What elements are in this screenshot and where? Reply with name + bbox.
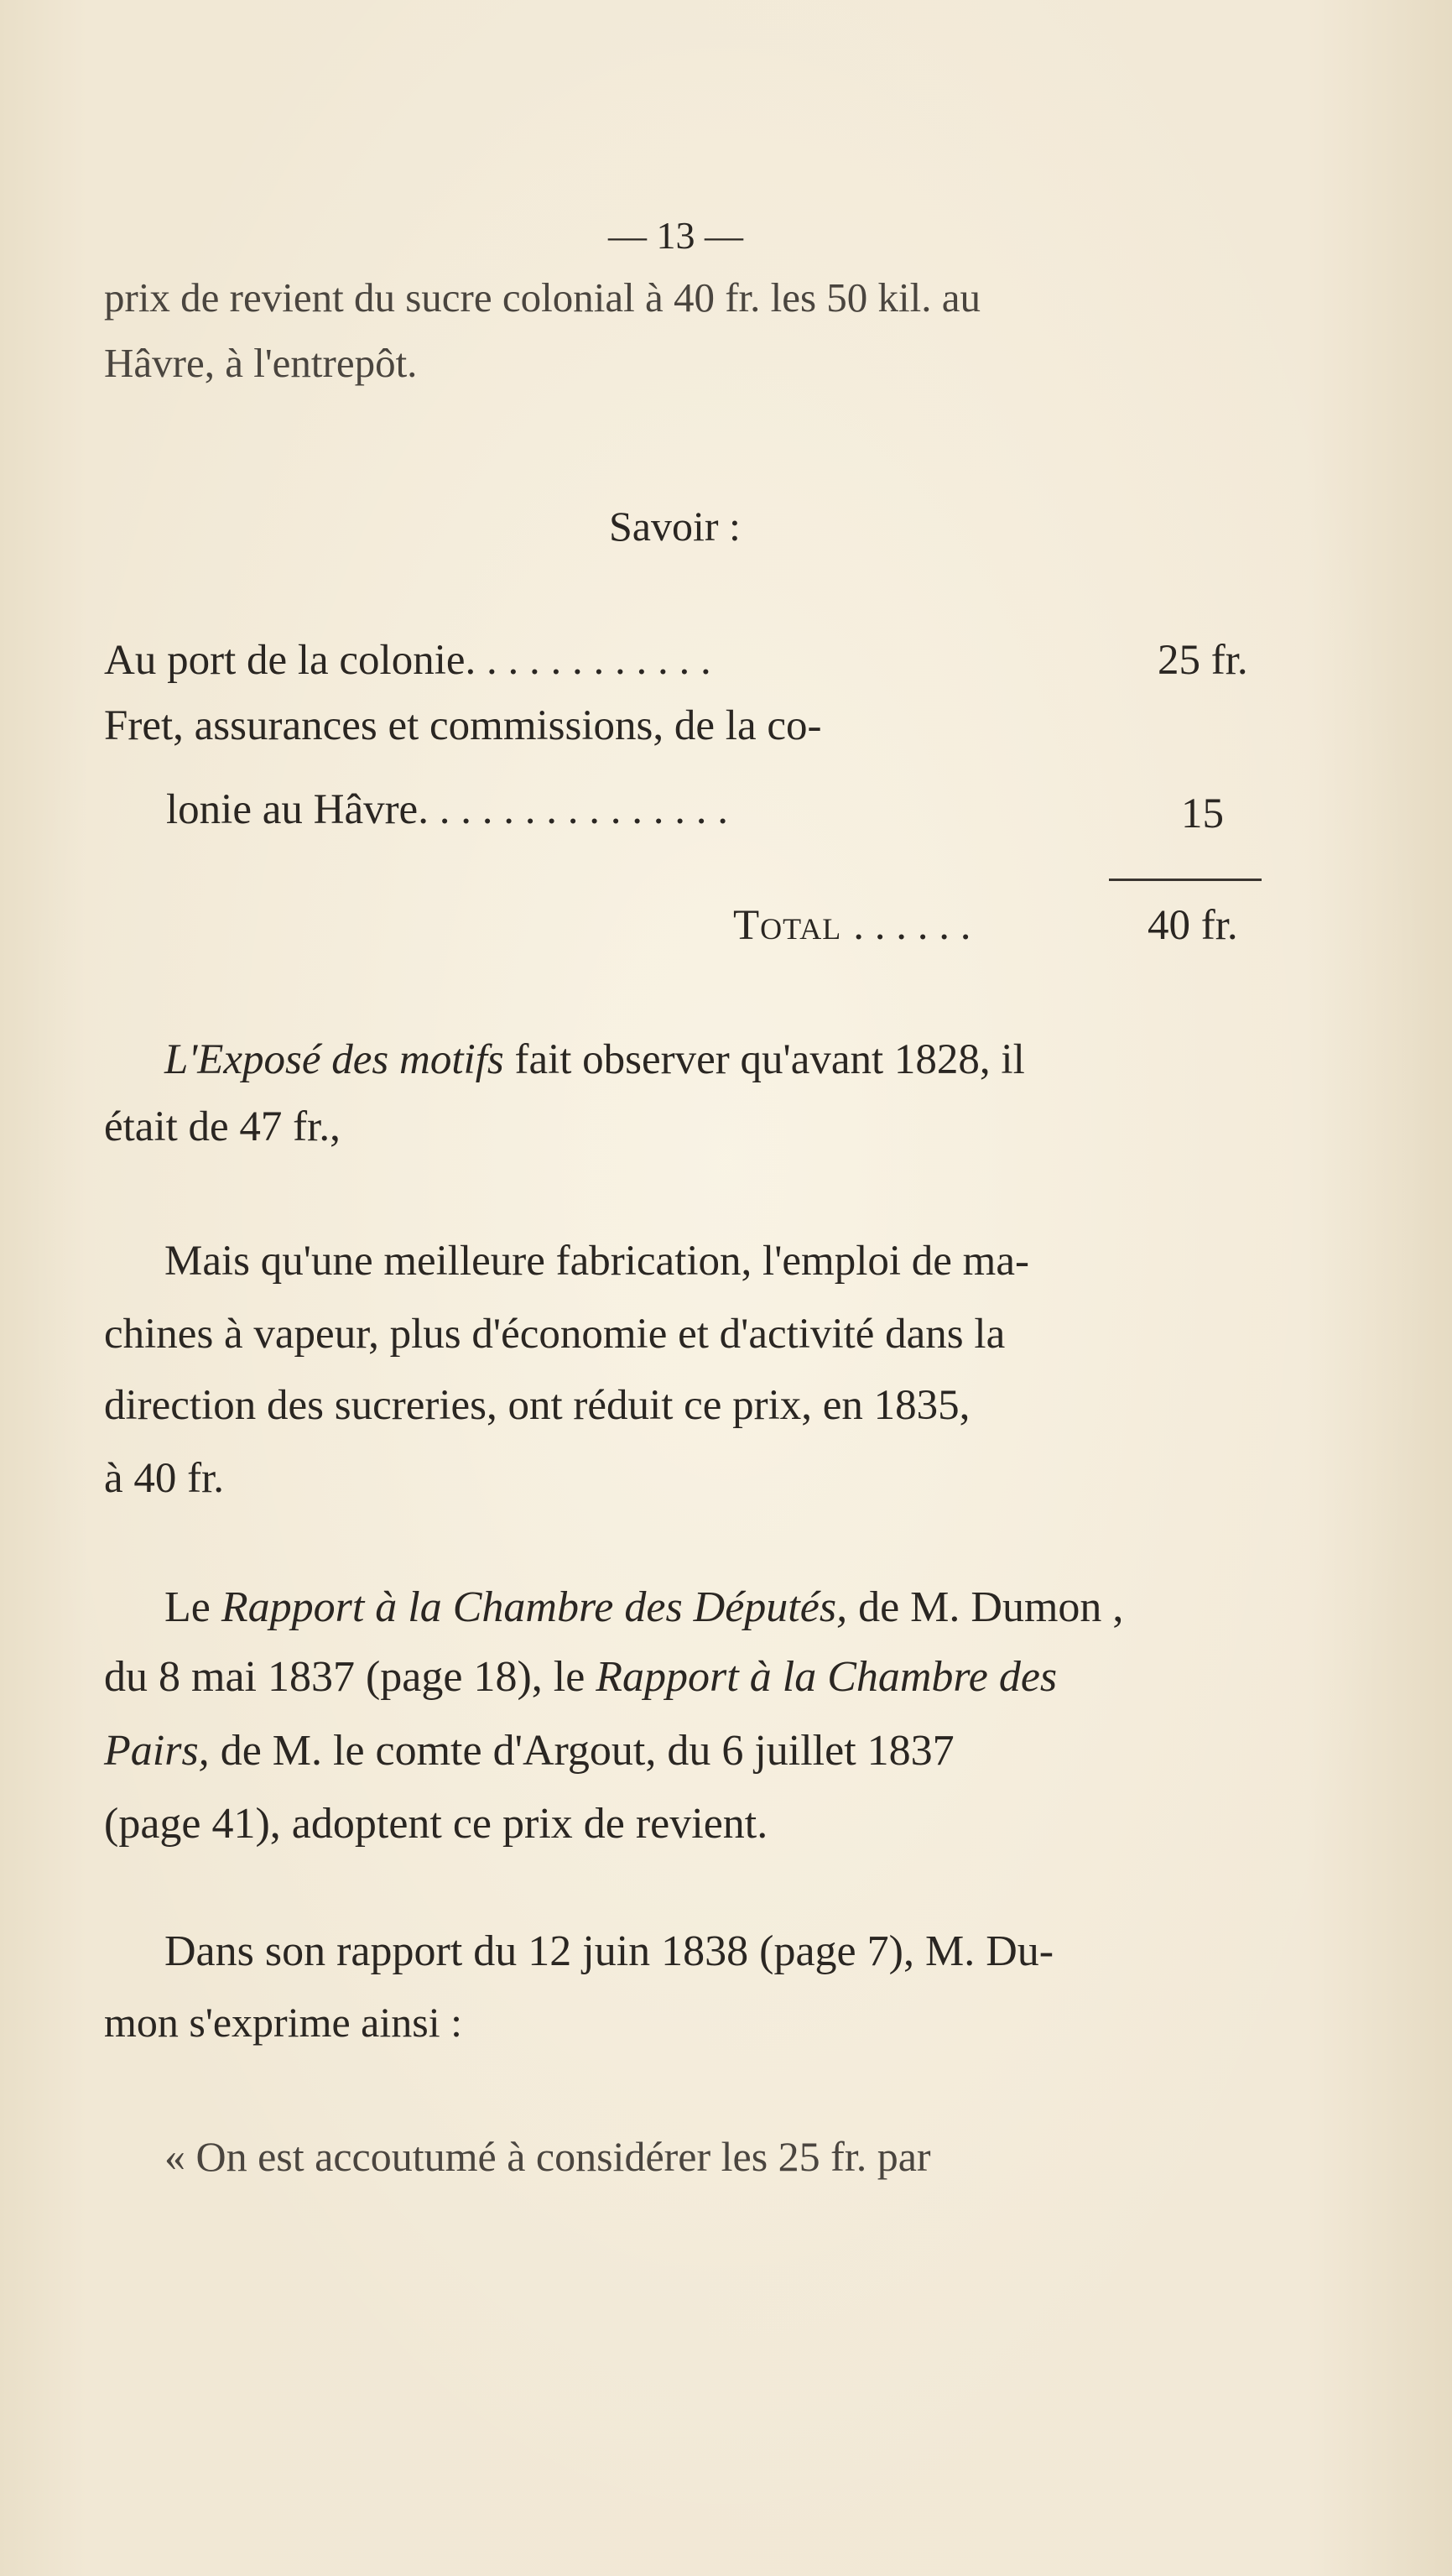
- para2-line-2: chines à vapeur, plus d'économie et d'activité dans la: [104, 1311, 1006, 1358]
- para1-line-1: [164, 1036, 1025, 1083]
- table-row-1-label: Au port de la colonie. . . . . . . . . . . .: [104, 637, 711, 684]
- para3-line-1-b: de M. Dumon ,: [858, 1583, 1124, 1631]
- page-number: — 13 —: [608, 214, 743, 257]
- para3-line-2: [104, 1653, 1058, 1701]
- rapport-deputes-title: Rapport à la Chambre des Députés,: [221, 1583, 848, 1631]
- intro-line-2: Hâvre, à l'entrepôt.: [104, 340, 418, 386]
- total-label: Total: [733, 902, 842, 949]
- quote-line-1: « On est accoutumé à considérer les 25 fr. par: [164, 2133, 931, 2180]
- pairs-word: Pairs,: [104, 1727, 210, 1775]
- para3-line-3: [104, 1729, 955, 1773]
- total-dots: . . . . . .: [853, 902, 971, 949]
- expose-title: L'Exposé des motifs: [164, 1036, 504, 1083]
- para2-line-4: à 40 fr.: [104, 1455, 225, 1502]
- para2-line-1: Mais qu'une meilleure fabrication, l'emploi de ma-: [164, 1238, 1029, 1285]
- para3-line-2-a: du 8 mai 1837 (page 18), le: [104, 1653, 585, 1701]
- savoir-heading: Savoir :: [609, 503, 741, 550]
- para1-line-1-rest: fait observer qu'avant 1828, il: [514, 1036, 1025, 1083]
- table-row-2-value: 15: [1181, 790, 1224, 837]
- total-value: 40 fr.: [1148, 902, 1238, 949]
- para3-line-1-a: Le: [164, 1583, 211, 1631]
- para2-line-3: direction des sucreries, ont réduit ce prix, en 1835,: [104, 1382, 971, 1429]
- total-row: [733, 902, 971, 949]
- rapport-pairs-title: Rapport à la Chambre des: [596, 1653, 1058, 1701]
- para3-line-4: (page 41), adoptent ce prix de revient.: [104, 1800, 768, 1848]
- table-row-1-value: 25 fr.: [1158, 637, 1248, 684]
- table-row-2-label-line-2: lonie au Hâvre. . . . . . . . . . . . . . .: [166, 786, 728, 833]
- para1-line-2: était de 47 fr.,: [104, 1103, 341, 1150]
- para4-line-1: Dans son rapport du 12 juin 1838 (page 7), M. Du-: [164, 1927, 1054, 1975]
- para3-line-3-b: de M. le comte d'Argout, du 6 juillet 1837: [220, 1727, 955, 1775]
- para3-line-1: [164, 1583, 1124, 1631]
- total-rule: [1109, 879, 1262, 881]
- para4-line-2: mon s'exprime ainsi :: [104, 1999, 463, 2046]
- intro-line-1: prix de revient du sucre colonial à 40 fr. les 50 kil. au: [104, 274, 981, 321]
- table-row-2-label-line-1: Fret, assurances et commissions, de la co-: [104, 702, 822, 749]
